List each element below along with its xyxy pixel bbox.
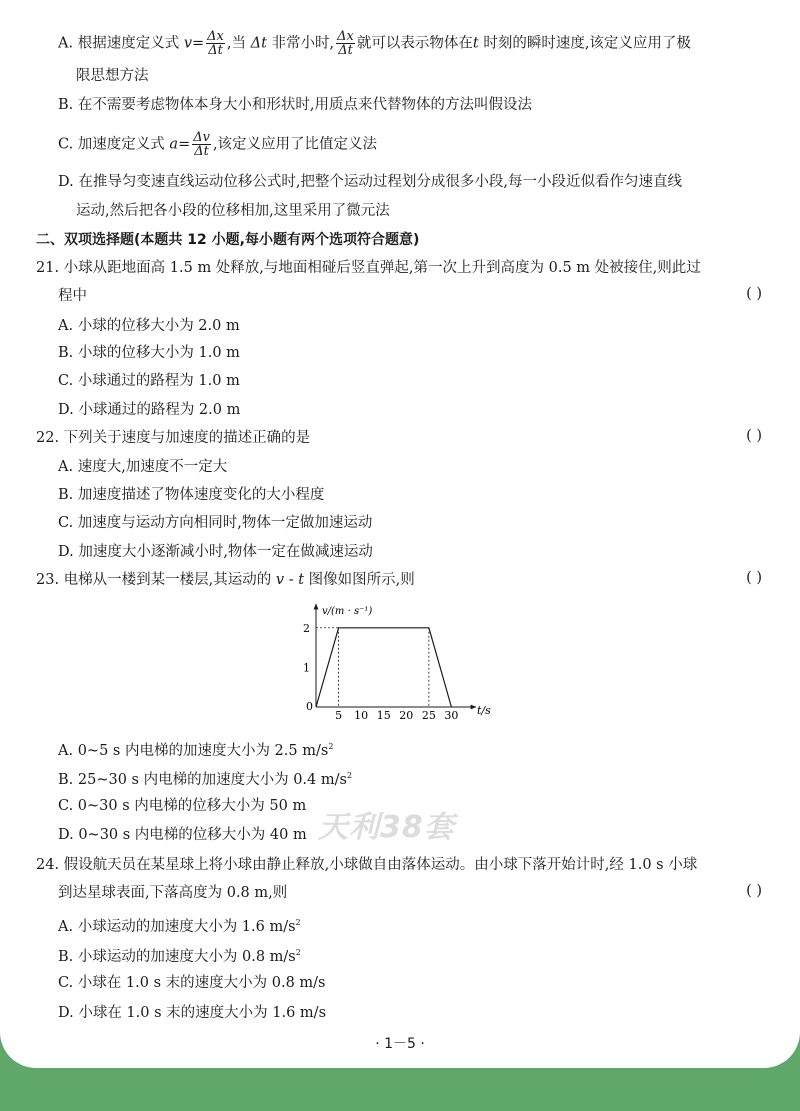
q20-option-a-line2: 限思想方法 (76, 68, 149, 84)
q24-option-a[interactable] (58, 913, 301, 937)
text: a (169, 136, 179, 153)
text: Δt (338, 43, 353, 58)
q21-answer-blank[interactable]: ( ) (746, 286, 762, 302)
text: ,该定义应用了比值定义法 (212, 136, 378, 153)
superscript: 2 (295, 918, 301, 927)
text: t (472, 35, 479, 52)
q21-stem-line1: 21. 小球从距地面高 1.5 m 处释放,与地面相碰后竖直弹起,第一次上升到高度为 0.5 m 处被接住,则此过 (36, 260, 701, 276)
vt-graph (296, 600, 496, 725)
superscript: 2 (328, 742, 334, 751)
q20-option-d-line2: 运动,然后把各小段的位移相加,这里采用了微元法 (76, 203, 390, 219)
x-tick-label: 15 (376, 709, 391, 722)
q21-option-b[interactable]: B. 小球的位移大小为 1.0 m (58, 345, 240, 361)
q22-option-a[interactable]: A. 速度大,加速度不一定大 (58, 459, 228, 475)
text: Δx (337, 29, 354, 44)
q24-answer-blank[interactable]: ( ) (746, 883, 762, 899)
text: A. 0~5 s 内电梯的加速度大小为 2.5 m/s (58, 742, 329, 759)
y-axis-label: v/(m · s⁻¹) (322, 606, 373, 617)
q21-option-a[interactable]: A. 小球的位移大小为 2.0 m (58, 318, 240, 334)
superscript: 2 (346, 771, 353, 780)
text: 就可以表示物体在 (356, 35, 473, 52)
text: B. 小球运动的加速度大小为 0.8 m/s (58, 948, 296, 965)
origin-label: 0 (306, 700, 313, 713)
text: Δt (250, 35, 267, 52)
text: 图像如图所示,则 (304, 572, 415, 588)
text: A. 小球运动的加速度大小为 1.6 m/s (58, 918, 296, 935)
q24-stem-line1: 24. 假设航天员在某星球上将小球由静止释放,小球做自由落体运动。由小球下落开始计时,经 1.0 s 小球 (36, 857, 698, 873)
q22-option-b[interactable]: B. 加速度描述了物体速度变化的大小程度 (58, 487, 325, 503)
text: 时刻的瞬时速度,该定义应用了极 (478, 35, 691, 52)
text: Δt (194, 144, 209, 159)
fraction (192, 131, 211, 158)
y-tick-label: 2 (303, 621, 310, 635)
q22-stem: 22. 下列关于速度与加速度的描述正确的是 (36, 430, 311, 446)
q24-option-b[interactable] (58, 943, 301, 967)
text: Δt (208, 43, 223, 58)
section-title: 二、双项选择题(本题共 12 小题,每小题有两个选项符合题意) (36, 232, 420, 248)
q24-option-d[interactable]: D. 小球在 1.0 s 末的速度大小为 1.6 m/s (58, 1005, 327, 1021)
q23-answer-blank[interactable]: ( ) (746, 570, 762, 586)
q23-stem (36, 570, 415, 590)
text: v (183, 35, 193, 52)
fraction (206, 30, 225, 57)
fraction (336, 30, 355, 57)
q23-option-c[interactable]: C. 0~30 s 内电梯的位移大小为 50 m (58, 798, 307, 814)
text: ,当 (226, 35, 251, 52)
q20-option-a-line1[interactable] (58, 30, 691, 57)
guide-lines (316, 628, 429, 707)
q22-option-c[interactable]: C. 加速度与运动方向相同时,物体一定做加速运动 (58, 515, 373, 531)
superscript: 2 (295, 948, 301, 957)
q21-stem-line2: 程中 (58, 288, 87, 304)
x-axis-label: t/s (477, 704, 491, 717)
q22-option-d[interactable]: D. 加速度大小逐渐减小时,物体一定在做减速运动 (58, 544, 373, 560)
text: C. 加速度定义式 (58, 136, 170, 153)
q20-option-c[interactable] (58, 131, 377, 158)
x-tick-label: 10 (354, 709, 369, 722)
watermark-logo: 天利38套 (318, 810, 455, 845)
q24-stem-line2: 到达星球表面,下落高度为 0.8 m,则 (58, 885, 288, 901)
text: 非常小时, (266, 35, 335, 52)
q23-option-a[interactable] (58, 737, 333, 761)
q22-answer-blank[interactable]: ( ) (746, 428, 762, 444)
text: v - t (275, 572, 305, 588)
q23-option-b[interactable] (58, 766, 352, 790)
page-number: · 1－5 · (375, 1036, 425, 1052)
y-tick-label: 1 (303, 661, 310, 675)
q20-option-b[interactable]: B. 在不需要考虑物体本身大小和形状时,用质点来代替物体的方法叫假设法 (58, 97, 532, 113)
text: = (192, 35, 205, 52)
q24-option-c[interactable]: C. 小球在 1.0 s 末的速度大小为 0.8 m/s (58, 975, 326, 991)
x-tick-label: 25 (421, 709, 436, 722)
q21-option-c[interactable]: C. 小球通过的路程为 1.0 m (58, 373, 240, 389)
x-tick-label: 5 (335, 709, 343, 722)
x-tick-label: 30 (444, 709, 459, 722)
text: Δv (193, 130, 210, 145)
text: = (178, 136, 191, 153)
text: B. 25~30 s 内电梯的加速度大小为 0.4 m/s (58, 771, 347, 788)
text: A. 根据速度定义式 (58, 35, 184, 52)
q20-option-d-line1[interactable]: D. 在推导匀变速直线运动位移公式时,把整个运动过程划分成很多小段,每一小段近似看作匀速直线 (58, 174, 683, 190)
text: Δx (207, 29, 224, 44)
text: 23. 电梯从一楼到某一楼层,其运动的 (36, 572, 276, 588)
q21-option-d[interactable]: D. 小球通过的路程为 2.0 m (58, 402, 241, 418)
x-tick-label: 20 (399, 709, 414, 722)
series-line (316, 628, 451, 707)
q23-option-d[interactable]: D. 0~30 s 内电梯的位移大小为 40 m (58, 827, 307, 843)
